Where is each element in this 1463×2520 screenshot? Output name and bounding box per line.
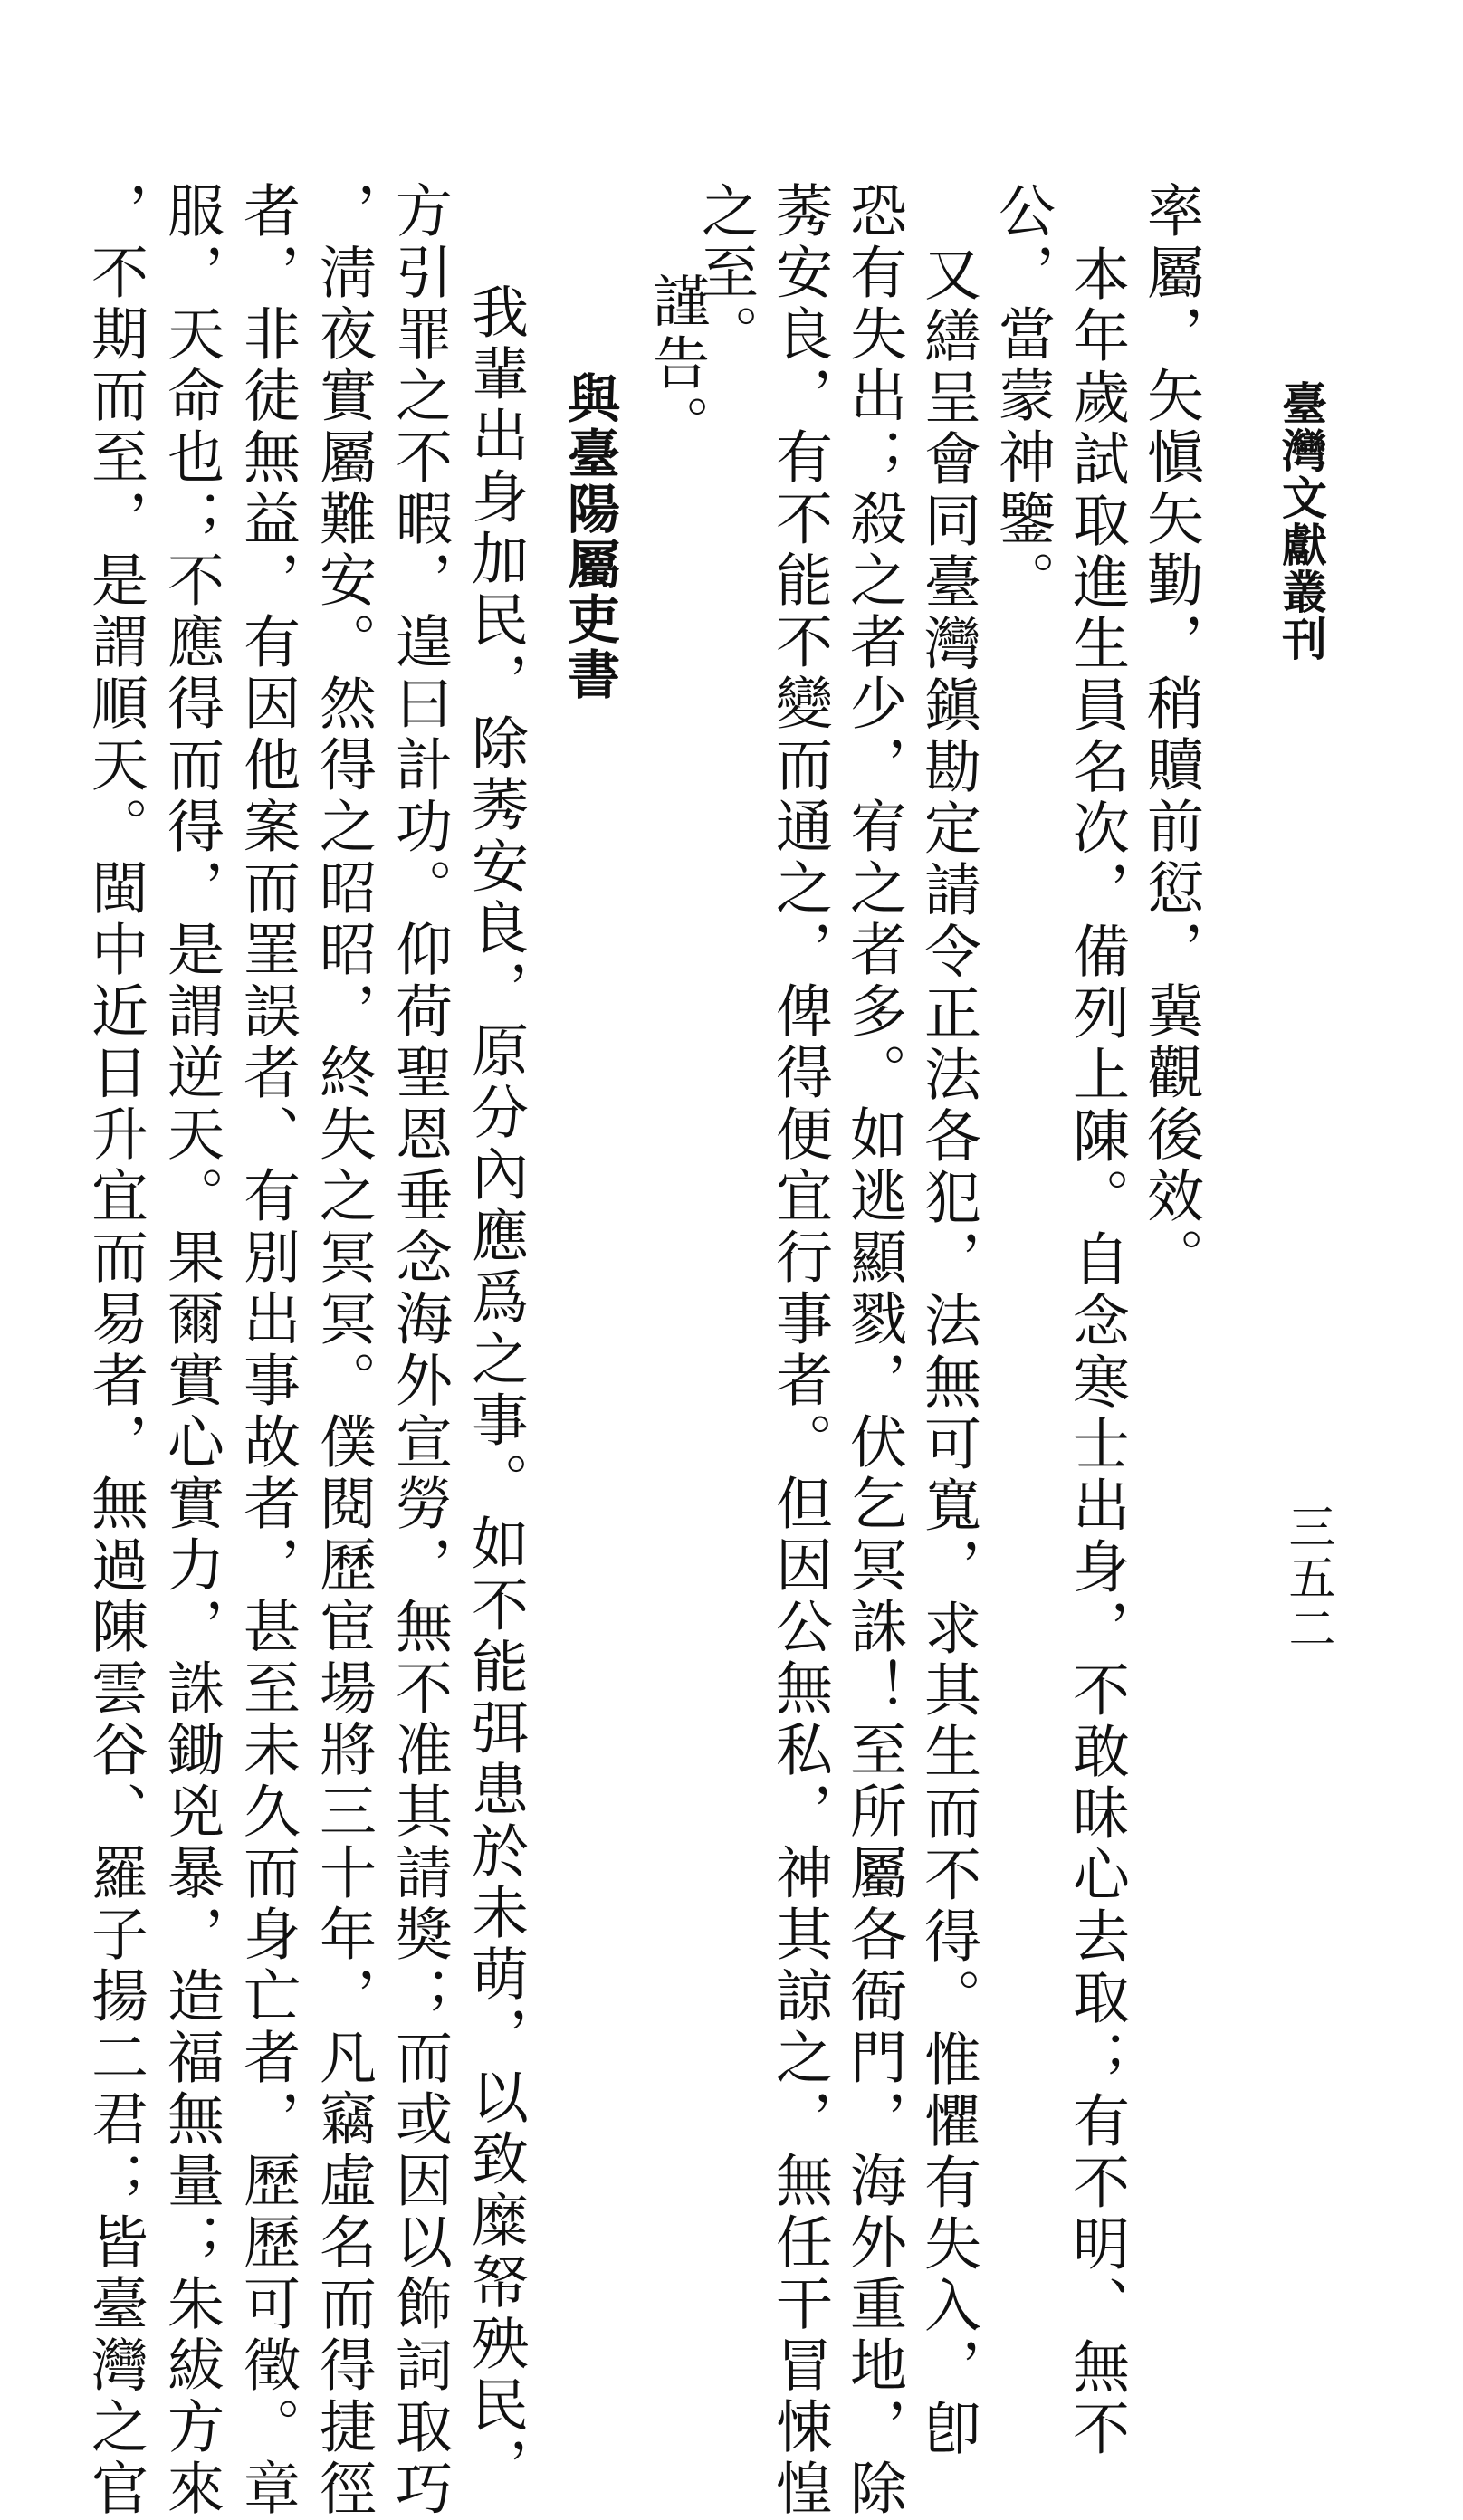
- text-column: 率屬，矢愼矢勤，稍贖前愆，冀觀後效。: [1138, 181, 1204, 1289]
- text-column: 恐有失出；殺之者少，宥之者多。如逃顯戮，伏乞冥誅！至所屬各衙門，海外重地，除: [841, 181, 907, 2520]
- text-column: 之至。: [693, 181, 759, 366]
- text-column: 謹告。: [644, 272, 710, 456]
- text-column: 公，當蒙神鑒。: [990, 181, 1056, 612]
- text-column: ，不期而至，是謂順天。閩中近日升宜而易者，無過陳雲谷、羅子揚二君；皆臺灣之官: [82, 181, 148, 2520]
- text-column: 我輩出身加民，除莠安良，原分內應爲之事。如不能弭患於未萌，以致糜帑殃民，: [463, 282, 529, 2498]
- text-column: 莠安良，有不能不變而通之，俾得便宜行事者。但因公無私，神其諒之，無任干冒悚惶: [767, 181, 833, 2520]
- page-number: 三五二: [1280, 1503, 1334, 1655]
- text-column: 本年歲試取進生員名次，備列上陳。自念寒士出身，不敢昧心去取；有不明、無不: [1064, 244, 1130, 2460]
- book-title-header: 臺灣文獻叢刊: [1275, 380, 1328, 663]
- text-column: 者，非徒無益，有因他案而罣誤者、有別出事故者，甚至未久而身亡者，歷歷可徵。章: [234, 181, 301, 2520]
- text-column: 服，天命也；不應得而得，是謂逆天。果爾實心實力，誅鋤兇暴，造福無量；朱紱方來: [158, 181, 225, 2520]
- section-heading: 與臺陽屬吏書: [559, 371, 620, 702]
- text-column: 又繕呈會同臺灣鎭勘定請令正法各犯，法無可寬，求其生而不得。惟懼有失入，卽: [915, 244, 981, 2460]
- text-column: ，淸夜實屬難安。然得之昭昭，終失之冥冥。僕閱歷宦場將三十年，凡竊虛名而得捷徑: [311, 181, 377, 2520]
- text-column: 方引罪之不暇，遑曰計功。仰荷聖恩垂念海外宣勞，無不准其請獎；而或因以飾詞取巧: [387, 181, 453, 2520]
